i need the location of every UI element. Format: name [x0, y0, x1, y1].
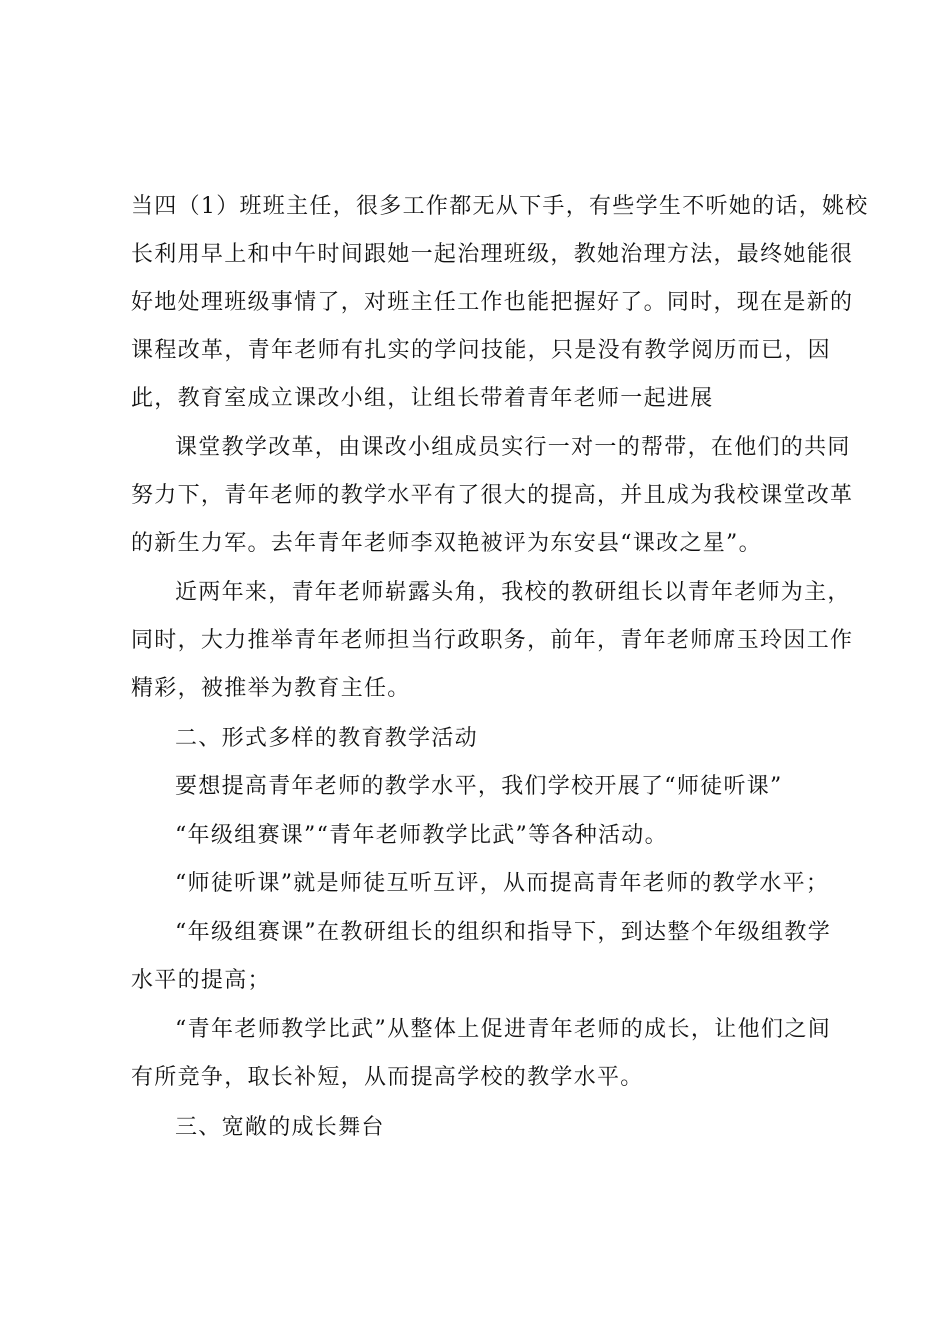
paragraph-line: 课程改革，青年老师有扎实的学问技能，只是没有教学阅历而已，因 — [131, 338, 831, 363]
paragraph-line: 当四（1）班班主任，很多工作都无从下手，有些学生不听她的话，姚校 — [131, 194, 869, 219]
paragraph-line: 的新生力军。去年青年老师李双艳被评为东安县“课改之星”。 — [131, 531, 762, 556]
paragraph-line: 好地处理班级事情了，对班主任工作也能把握好了。同时，现在是新的 — [131, 290, 854, 315]
paragraph-line: 长利用早上和中午时间跟她一起治理班级，教她治理方法，最终她能很 — [131, 242, 854, 267]
paragraph-line: 近两年来，青年老师崭露头角，我校的教研组长以青年老师为主， — [175, 580, 851, 605]
section-heading: 三、宽敞的成长舞台 — [175, 1115, 385, 1140]
paragraph-line: 努力下，青年老师的教学水平有了很大的提高，并且成为我校课堂改革 — [131, 483, 854, 508]
paragraph-line: 此，教育室成立课改小组，让组长带着青年老师一起进展 — [131, 386, 714, 411]
paragraph-line: “年级组赛课”在教研组长的组织和指导下，到达整个年级组教学 — [175, 920, 831, 945]
paragraph-line: 要想提高青年老师的教学水平，我们学校开展了“师徒听课” — [175, 774, 783, 799]
paragraph-line: 精彩，被推举为教育主任。 — [131, 676, 411, 701]
paragraph-line: “师徒听课”就是师徒互听互评，从而提高青年老师的教学水平； — [175, 871, 830, 896]
paragraph-line: 有所竞争，取长补短，从而提高学校的教学水平。 — [131, 1065, 644, 1090]
paragraph-line: 水平的提高； — [131, 968, 271, 993]
section-heading: 二、形式多样的教育教学活动 — [175, 726, 478, 751]
paragraph-line: 课堂教学改革，由课改小组成员实行一对一的帮带，在他们的共同 — [175, 435, 851, 460]
paragraph-line: “青年老师教学比武”从整体上促进青年老师的成长，让他们之间 — [175, 1017, 831, 1042]
paragraph-line: “年级组赛课”“青年老师教学比武”等各种活动。 — [175, 823, 668, 848]
paragraph-line: 同时，大力推举青年老师担当行政职务，前年，青年老师席玉玲因工作 — [131, 628, 854, 653]
